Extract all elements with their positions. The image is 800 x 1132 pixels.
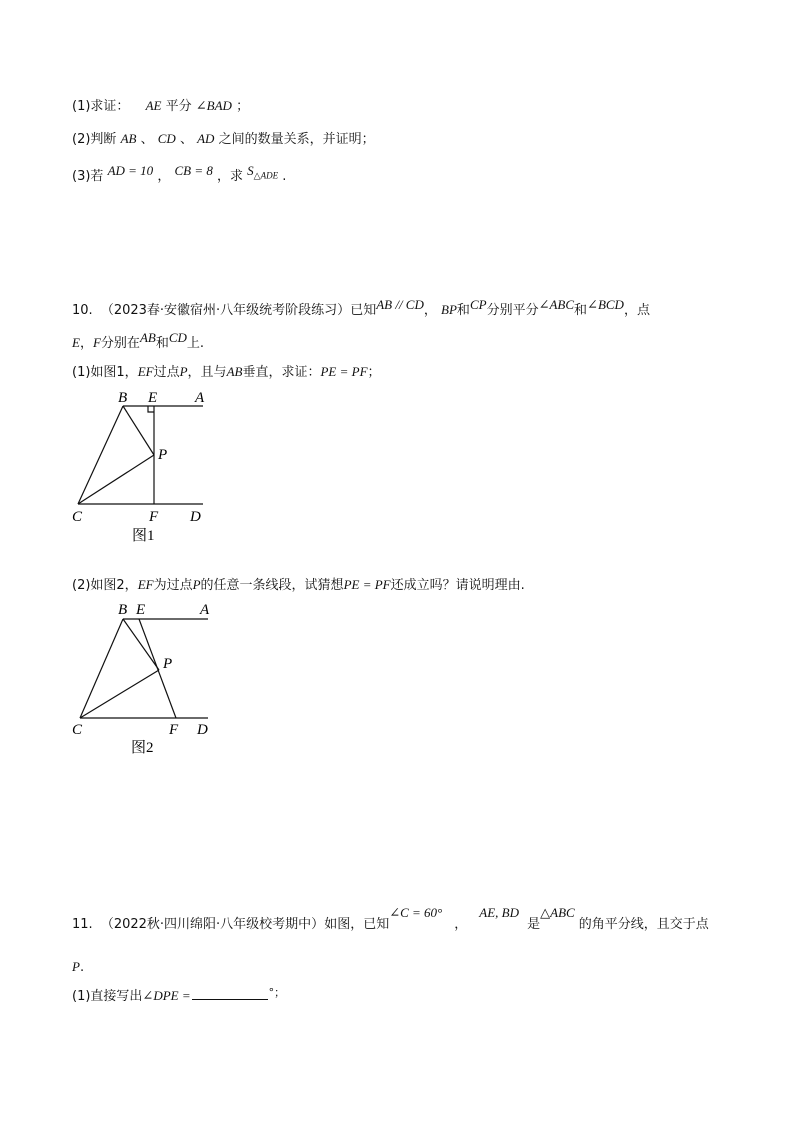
math-pe-pf-2: PE = PF bbox=[343, 577, 391, 592]
q10-part1-t2: ，且与 bbox=[187, 365, 227, 380]
q10-part2-prefix: (2)如图2， bbox=[72, 578, 138, 593]
fig2-line-bc bbox=[80, 619, 123, 718]
fig2-caption: 图2 bbox=[131, 740, 154, 756]
math-p-q11: P bbox=[72, 959, 80, 974]
q10-stem-t0: 已知 bbox=[350, 303, 377, 318]
q10-stem2-t3: 和 bbox=[155, 336, 169, 351]
math-e: E bbox=[72, 335, 80, 350]
math-cd: CD bbox=[157, 131, 176, 146]
q11-stem-line2 bbox=[72, 958, 84, 977]
math-ad-10: AD = 10 bbox=[107, 163, 154, 178]
math-cp: CP bbox=[469, 297, 487, 312]
q10-part2-t3: 还成立吗？请说明理由. bbox=[390, 578, 525, 593]
q10-source: （2023春·安徽宿州·八年级统考阶段练习） bbox=[100, 303, 351, 318]
answer-blank[interactable] bbox=[192, 987, 268, 1000]
q10-stem-t3: 分别平分 bbox=[486, 303, 539, 318]
fig2-label-p: P bbox=[163, 656, 173, 672]
math-cb-8: CB = 8 bbox=[174, 163, 213, 178]
q10-stem2-t2: 分别在 bbox=[100, 336, 140, 351]
math-ef-2: EF bbox=[137, 577, 154, 592]
q10-part1-t3: 垂直，求证： bbox=[242, 365, 321, 380]
q9-part2-text: 之间的数量关系，并证明； bbox=[218, 132, 375, 147]
q10-part1-prefix: (1)如图1， bbox=[72, 365, 138, 380]
q9-part2-sep1: 、 bbox=[140, 132, 154, 147]
q11-stem-line1 bbox=[72, 905, 709, 934]
math-angle-dpe: ∠DPE = bbox=[142, 988, 191, 1003]
q9-part3-prefix: (3)若 bbox=[72, 169, 104, 184]
math-s: S bbox=[247, 163, 254, 178]
fig2-label-b: B bbox=[118, 602, 128, 618]
math-ad: AD bbox=[197, 131, 215, 146]
math-f: F bbox=[92, 335, 101, 350]
math-triangle-abc: △ABC bbox=[540, 905, 575, 920]
figure-2-lines bbox=[80, 619, 208, 718]
fig2-label-c: C bbox=[72, 722, 83, 738]
q11-part1-prefix: (1)直接写出 bbox=[72, 989, 143, 1004]
q9-part2-prefix: (2)判断 bbox=[72, 132, 117, 147]
math-bp: BP bbox=[441, 302, 457, 317]
fig1-label-a: A bbox=[195, 390, 205, 406]
fig1-label-d: D bbox=[190, 509, 201, 525]
q11-stem-t2: 是 bbox=[527, 917, 541, 932]
math-ab-2: AB bbox=[139, 330, 156, 345]
q11-part1-t1: °； bbox=[268, 986, 286, 999]
math-ab-3: AB bbox=[226, 364, 243, 379]
q9-part1-end: ； bbox=[236, 99, 250, 114]
q9-part1-prefix: (1)求证： bbox=[72, 99, 130, 114]
math-ae-bd: AE, BD bbox=[479, 905, 519, 920]
math-angle-abc: ∠ABC bbox=[538, 297, 575, 312]
q11-number: 11. bbox=[72, 917, 93, 932]
q10-part1-t1: 过点 bbox=[153, 365, 180, 380]
math-ab-parallel-cd: AB // CD bbox=[376, 297, 424, 312]
math-p-2: P bbox=[192, 577, 201, 592]
q11-stem-t0: 如图，已知 bbox=[324, 917, 390, 932]
fig2-line-cp bbox=[80, 670, 159, 718]
q10-number: 10. bbox=[72, 303, 93, 318]
fig2-label-f: F bbox=[169, 722, 179, 738]
q11-source: （2022秋·四川绵阳·八年级校考期中） bbox=[100, 917, 325, 932]
q10-stem-t4: 和 bbox=[574, 303, 588, 318]
fig1-label-f: F bbox=[149, 509, 159, 525]
q10-stem2-t4: 上. bbox=[186, 336, 205, 351]
math-cd-2: CD bbox=[168, 330, 187, 345]
q9-part3-end: . bbox=[282, 169, 287, 184]
math-angle-c-60: ∠C = 60° bbox=[389, 905, 443, 920]
fig1-label-c: C bbox=[72, 509, 83, 525]
q11-stem2-t1: . bbox=[79, 960, 85, 975]
math-ae: AE bbox=[145, 98, 162, 113]
q11-stem-t3: 的角平分线，且交于点 bbox=[578, 917, 709, 932]
math-ab: AB bbox=[120, 131, 137, 146]
fig1-label-p: P bbox=[158, 447, 168, 463]
q10-stem-t2: 和 bbox=[456, 303, 470, 318]
q9-part2-sep2: 、 bbox=[179, 132, 193, 147]
q10-part2-t1: 为过点 bbox=[153, 578, 193, 593]
math-s-sub: △ADE bbox=[253, 170, 279, 181]
q10-stem-t5: ，点 bbox=[623, 303, 650, 318]
q11-part1 bbox=[72, 987, 285, 1006]
fig2-label-d: D bbox=[197, 722, 208, 738]
q9-part3-ask: ，求 bbox=[217, 169, 244, 184]
math-angle-bcd: ∠BCD bbox=[587, 297, 624, 312]
fig2-label-e: E bbox=[136, 602, 146, 618]
q10-stem2-t1: ， bbox=[79, 336, 93, 351]
q9-part1-text: 平分 bbox=[165, 99, 192, 114]
q10-part2-t2: 的任意一条线段，试猜想 bbox=[200, 578, 344, 593]
fig1-caption: 图1 bbox=[132, 528, 155, 544]
fig1-label-e: E bbox=[148, 390, 158, 406]
math-pe-pf: PE = PF bbox=[320, 364, 368, 379]
q10-part1-t4: ； bbox=[367, 365, 381, 380]
q11-stem-t1: ， bbox=[454, 917, 468, 932]
math-ef: EF bbox=[137, 364, 154, 379]
fig1-label-b: B bbox=[118, 390, 128, 406]
math-angle-bad: ∠BAD bbox=[195, 98, 232, 113]
q9-part3-sep: ， bbox=[157, 169, 171, 184]
fig2-label-a: A bbox=[200, 602, 210, 618]
math-p: P bbox=[179, 364, 188, 379]
fig2-line-bp bbox=[123, 619, 159, 670]
q10-stem-t1: ， bbox=[423, 303, 437, 318]
